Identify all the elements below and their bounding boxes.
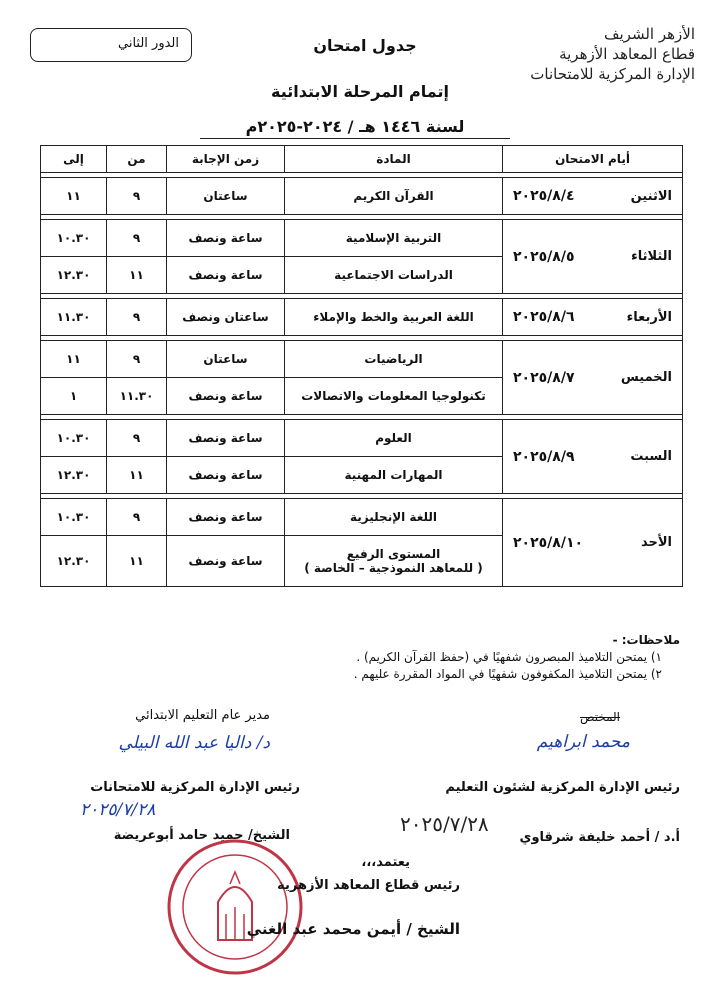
round-label: الدور الثاني — [118, 36, 179, 51]
from-cell: ٩ — [107, 299, 167, 336]
logo-line: الأزهر الشريف — [603, 25, 695, 43]
from-cell: ١١.٣٠ — [107, 378, 167, 415]
to-cell: ١٢.٣٠ — [41, 457, 107, 494]
day-date: ٢٠٢٥/٨/١٠ — [513, 534, 584, 551]
specialist-title: المختص — [580, 710, 620, 724]
subject-cell — [285, 457, 503, 494]
sector-head-name: الشيخ / أيمن محمد عبد الغني — [246, 920, 460, 938]
day-name: الثلاثاء — [631, 249, 672, 264]
subject-name: المهارات المهنية — [344, 468, 443, 482]
to-cell: ١١ — [41, 341, 107, 378]
table-row — [41, 299, 683, 336]
subject-cell — [285, 420, 503, 457]
duration-cell: ساعة ونصف — [167, 420, 285, 457]
day-date: ٢٠٢٥/٨/٦ — [513, 309, 575, 325]
notes — [260, 632, 680, 683]
subject-name: اللغة الإنجليزية — [350, 510, 437, 524]
subject-cell — [285, 499, 503, 536]
subject-name: المستوى الرفيع — [346, 547, 441, 561]
day-cell — [503, 178, 683, 215]
from-cell: ١١ — [107, 536, 167, 587]
header-cell: زمن الإجابة — [167, 146, 285, 173]
table-row — [41, 420, 683, 457]
official-seal — [160, 832, 310, 982]
header-cell: المادة — [285, 146, 503, 173]
subject-cell — [285, 299, 503, 336]
duration-cell: ساعتان ونصف — [167, 299, 285, 336]
header-cell: إلى — [41, 146, 107, 173]
duration-cell: ساعة ونصف — [167, 257, 285, 294]
exam-title: جدول امتحان — [313, 36, 417, 55]
day-name: الاثنين — [630, 188, 672, 204]
header-cell: من — [107, 146, 167, 173]
primary-director-signature: د/ داليا عبد الله البيلي — [118, 733, 270, 753]
day-date: ٢٠٢٥/٨/٩ — [513, 448, 575, 465]
from-cell: ٩ — [107, 178, 167, 215]
to-cell: ١٢.٣٠ — [41, 536, 107, 587]
subject-cell — [285, 257, 503, 294]
duration-cell: ساعتان — [167, 341, 285, 378]
day-name: الخميس — [620, 370, 672, 385]
day-cell — [503, 299, 683, 336]
subject-name: القرآن الكريم — [353, 189, 434, 203]
day-date: ٢٠٢٥/٨/٤ — [513, 188, 575, 204]
table-row — [41, 499, 683, 536]
education-head-name: أ.د / أحمد خليفة شرقاوي — [519, 830, 680, 845]
table-body — [41, 173, 683, 587]
duration-cell: ساعة ونصف — [167, 378, 285, 415]
subject-cell — [285, 378, 503, 415]
subject-name: العلوم — [375, 431, 412, 445]
subject-name: ( للمعاهد النموذجية – الخاصة ) — [304, 561, 483, 575]
note-item: ١) يمتحن التلاميذ المبصرون شفهيًا في (حفظ القرآن الكريم) . — [356, 650, 662, 664]
subject-name: اللغة العربية والخط والإملاء — [313, 310, 474, 324]
subject-cell — [285, 341, 503, 378]
year-line: لسنة ١٤٤٦ هـ / ٢٠٢٤-٢٠٢٥م — [200, 117, 510, 139]
subject-cell — [285, 220, 503, 257]
duration-cell: ساعة ونصف — [167, 457, 285, 494]
approved-label: يعتمد،،، — [361, 855, 410, 870]
subject-name: تكنولوجيا المعلومات والاتصالات — [301, 389, 486, 403]
day-name: الأحد — [640, 535, 672, 550]
table-row — [41, 220, 683, 257]
exam-schedule-table — [40, 145, 683, 587]
day-name: السبت — [630, 449, 672, 464]
to-cell: ١٠.٣٠ — [41, 220, 107, 257]
to-cell: ١٢.٣٠ — [41, 257, 107, 294]
from-cell: ١١ — [107, 457, 167, 494]
day-cell — [503, 341, 683, 415]
from-cell: ٩ — [107, 341, 167, 378]
logo-line: قطاع المعاهد الأزهرية — [559, 45, 695, 63]
day-cell — [503, 220, 683, 294]
specialist-signature: محمد ابراهيم — [536, 732, 630, 752]
logo-text — [505, 24, 695, 84]
day-name: الأربعاء — [626, 309, 672, 325]
from-cell: ٩ — [107, 420, 167, 457]
day-date: ٢٠٢٥/٨/٧ — [513, 369, 575, 386]
primary-director-title: مدير عام التعليم الابتدائي — [135, 708, 270, 723]
logo-line: الإدارة المركزية للامتحانات — [530, 65, 695, 83]
from-cell: ١١ — [107, 257, 167, 294]
education-head-date: ٢٠٢٥/٧/٢٨ — [400, 812, 489, 836]
table-header-row — [41, 146, 683, 173]
from-cell: ٩ — [107, 499, 167, 536]
to-cell: ١٠.٣٠ — [41, 499, 107, 536]
duration-cell: ساعتان — [167, 178, 285, 215]
to-cell: ١١.٣٠ — [41, 299, 107, 336]
day-cell — [503, 420, 683, 494]
stage-title: إتمام المرحلة الابتدائية — [271, 82, 449, 101]
table-row — [41, 178, 683, 215]
notes-title: ملاحظات: - — [612, 633, 680, 647]
subject-name: التربية الإسلامية — [345, 231, 442, 245]
exams-head-date: ٢٠٢٥/٧/٢٨ — [80, 800, 156, 820]
subject-cell — [285, 178, 503, 215]
education-head-title: رئيس الإدارة المركزية لشئون التعليم — [445, 780, 680, 795]
duration-cell: ساعة ونصف — [167, 499, 285, 536]
sector-head-title: رئيس قطاع المعاهد الأزهرية — [277, 878, 460, 893]
from-cell: ٩ — [107, 220, 167, 257]
duration-cell: ساعة ونصف — [167, 536, 285, 587]
exams-head-name: الشيخ/ حميد حامد أبوعريضة — [113, 828, 290, 843]
day-cell — [503, 499, 683, 587]
exams-head-title: رئيس الإدارة المركزية للامتحانات — [90, 780, 300, 795]
subject-cell — [285, 536, 503, 587]
to-cell: ١١ — [41, 178, 107, 215]
to-cell: ١ — [41, 378, 107, 415]
day-date: ٢٠٢٥/٨/٥ — [513, 248, 575, 265]
round-box — [30, 28, 192, 62]
to-cell: ١٠.٣٠ — [41, 420, 107, 457]
subject-name: الرياضيات — [364, 352, 423, 366]
subject-name: الدراسات الاجتماعية — [334, 268, 453, 282]
table-row — [41, 341, 683, 378]
duration-cell: ساعة ونصف — [167, 220, 285, 257]
note-item: ٢) يمتحن التلاميذ المكفوفون شفهيًا في المواد المقررة عليهم . — [353, 667, 662, 681]
header-cell: أيام الامتحان — [503, 146, 683, 173]
